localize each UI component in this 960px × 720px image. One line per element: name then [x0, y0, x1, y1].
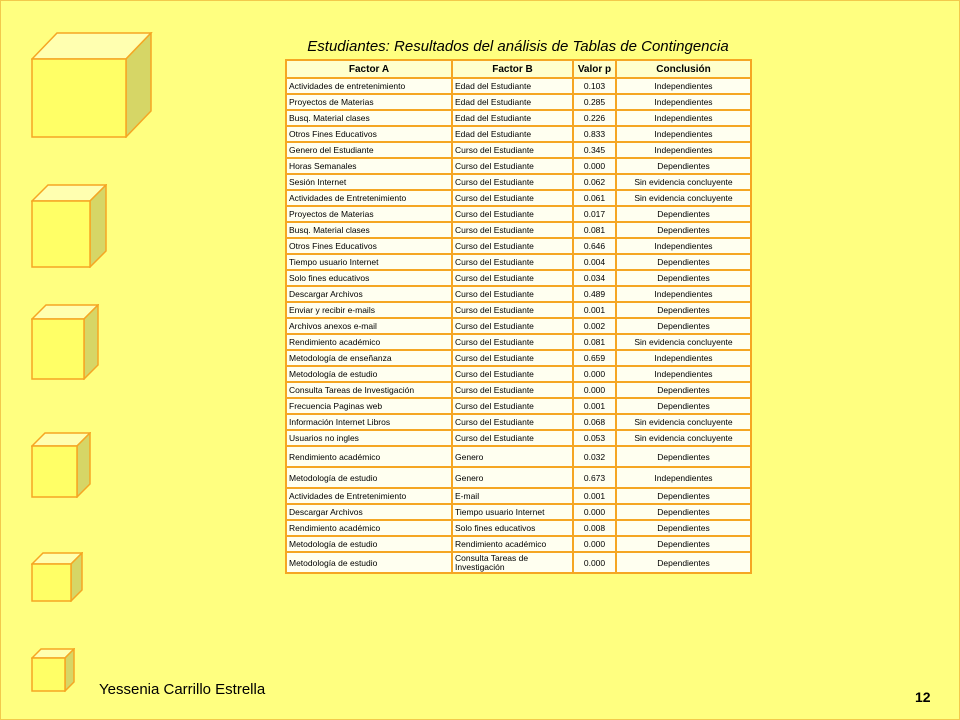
table-row: [286, 142, 751, 158]
conclusion-cell: Independientes: [616, 110, 751, 126]
factor-b-cell: Curso del Estudiante: [452, 318, 573, 334]
factor-b-cell: Curso del Estudiante: [452, 158, 573, 174]
conclusion-cell: Dependientes: [616, 254, 751, 270]
table-row: [286, 206, 751, 222]
factor-a-cell: Rendimiento académico: [286, 334, 452, 350]
table-row: [286, 190, 751, 206]
conclusion-cell: Sin evidencia concluyente: [616, 190, 751, 206]
factor-a-cell: Metodología de estudio: [286, 366, 452, 382]
conclusion-cell: Independientes: [616, 350, 751, 366]
table-row: [286, 366, 751, 382]
table-row: [286, 254, 751, 270]
factor-b-cell: Curso del Estudiante: [452, 430, 573, 446]
factor-a-cell: Sesión Internet: [286, 174, 452, 190]
factor-a-cell: Frecuencia Paginas web: [286, 398, 452, 414]
factor-a-cell: Metodología de estudio: [286, 536, 452, 552]
factor-a-cell: Otros Fines Educativos: [286, 126, 452, 142]
p-value-cell: 0.226: [573, 110, 616, 126]
table-row: [286, 110, 751, 126]
table-row: [286, 238, 751, 254]
p-value-cell: 0.061: [573, 190, 616, 206]
factor-b-cell: Curso del Estudiante: [452, 286, 573, 302]
conclusion-cell: Dependientes: [616, 158, 751, 174]
conclusion-cell: Dependientes: [616, 206, 751, 222]
factor-a-cell: Metodología de estudio: [286, 552, 452, 573]
factor-a-cell: Actividades de entretenimiento: [286, 78, 452, 94]
factor-b-cell: Edad del Estudiante: [452, 94, 573, 110]
conclusion-cell: Independientes: [616, 238, 751, 254]
conclusion-cell: Dependientes: [616, 552, 751, 573]
factor-a-cell: Información Internet Libros: [286, 414, 452, 430]
factor-b-cell: Consulta Tareas de Investigación: [452, 552, 573, 573]
factor-b-cell: Curso del Estudiante: [452, 222, 573, 238]
factor-b-cell: Curso del Estudiante: [452, 206, 573, 222]
factor-a-cell: Busq. Material clases: [286, 222, 452, 238]
page-number: 12: [915, 689, 931, 705]
factor-a-cell: Enviar y recibir e-mails: [286, 302, 452, 318]
conclusion-cell: Sin evidencia concluyente: [616, 334, 751, 350]
table-row: [286, 318, 751, 334]
factor-b-cell: Curso del Estudiante: [452, 350, 573, 366]
p-value-cell: 0.002: [573, 318, 616, 334]
table-row: [286, 94, 751, 110]
factor-a-cell: Otros Fines Educativos: [286, 238, 452, 254]
p-value-cell: 0.004: [573, 254, 616, 270]
factor-b-cell: Edad del Estudiante: [452, 110, 573, 126]
cube-4-icon: [31, 432, 91, 498]
column-header: Factor A: [286, 60, 452, 78]
factor-a-cell: Metodología de estudio: [286, 467, 452, 488]
cube-3-icon: [31, 304, 99, 380]
slide-title: Estudiantes: Resultados del análisis de Tablas de Contingencia: [307, 38, 729, 55]
table-body: [286, 78, 751, 573]
table-row: [286, 552, 751, 573]
table-row: [286, 286, 751, 302]
factor-b-cell: Curso del Estudiante: [452, 334, 573, 350]
author-name: Yessenia Carrillo Estrella: [99, 681, 266, 698]
conclusion-cell: Independientes: [616, 142, 751, 158]
factor-a-cell: Proyectos de Materias: [286, 94, 452, 110]
conclusion-cell: Independientes: [616, 78, 751, 94]
p-value-cell: 0.034: [573, 270, 616, 286]
p-value-cell: 0.081: [573, 334, 616, 350]
table-row: [286, 78, 751, 94]
conclusion-cell: Sin evidencia concluyente: [616, 430, 751, 446]
factor-a-cell: Consulta Tareas de Investigación: [286, 382, 452, 398]
factor-a-cell: Solo fines educativos: [286, 270, 452, 286]
p-value-cell: 0.103: [573, 78, 616, 94]
factor-b-cell: Curso del Estudiante: [452, 238, 573, 254]
table-row: [286, 302, 751, 318]
table-row: [286, 536, 751, 552]
table-row: [286, 222, 751, 238]
factor-b-cell: Curso del Estudiante: [452, 190, 573, 206]
conclusion-cell: Dependientes: [616, 520, 751, 536]
factor-a-cell: Usuarios no ingles: [286, 430, 452, 446]
conclusion-cell: Dependientes: [616, 504, 751, 520]
factor-b-cell: Tiempo usuario Internet: [452, 504, 573, 520]
p-value-cell: 0.673: [573, 467, 616, 488]
factor-a-cell: Proyectos de Materias: [286, 206, 452, 222]
conclusion-cell: Independientes: [616, 94, 751, 110]
factor-a-cell: Archivos anexos e-mail: [286, 318, 452, 334]
column-header: Valor p: [573, 60, 616, 78]
factor-b-cell: Curso del Estudiante: [452, 142, 573, 158]
conclusion-cell: Independientes: [616, 366, 751, 382]
factor-b-cell: E-mail: [452, 488, 573, 504]
factor-a-cell: Genero del Estudiante: [286, 142, 452, 158]
factor-a-cell: Tiempo usuario Internet: [286, 254, 452, 270]
p-value-cell: 0.000: [573, 552, 616, 573]
column-header: Conclusión: [616, 60, 751, 78]
p-value-cell: 0.489: [573, 286, 616, 302]
p-value-cell: 0.000: [573, 366, 616, 382]
factor-a-cell: Actividades de Entretenimiento: [286, 488, 452, 504]
p-value-cell: 0.068: [573, 414, 616, 430]
table-row: [286, 350, 751, 366]
conclusion-cell: Independientes: [616, 126, 751, 142]
p-value-cell: 0.017: [573, 206, 616, 222]
factor-b-cell: Solo fines educativos: [452, 520, 573, 536]
conclusion-cell: Dependientes: [616, 222, 751, 238]
table-row: [286, 446, 751, 467]
table-row: [286, 504, 751, 520]
p-value-cell: 0.659: [573, 350, 616, 366]
p-value-cell: 0.032: [573, 446, 616, 467]
factor-b-cell: Genero: [452, 446, 573, 467]
p-value-cell: 0.285: [573, 94, 616, 110]
table-row: [286, 174, 751, 190]
table-row: [286, 430, 751, 446]
table-row: [286, 126, 751, 142]
table-row: [286, 520, 751, 536]
conclusion-cell: Dependientes: [616, 536, 751, 552]
table-row: [286, 488, 751, 504]
factor-b-cell: Curso del Estudiante: [452, 366, 573, 382]
factor-b-cell: Curso del Estudiante: [452, 382, 573, 398]
p-value-cell: 0.001: [573, 302, 616, 318]
conclusion-cell: Dependientes: [616, 270, 751, 286]
factor-b-cell: Curso del Estudiante: [452, 398, 573, 414]
table-row: [286, 270, 751, 286]
cube-1-icon: [31, 32, 153, 138]
table-row: [286, 414, 751, 430]
factor-a-cell: Descargar Archivos: [286, 504, 452, 520]
p-value-cell: 0.008: [573, 520, 616, 536]
factor-b-cell: Edad del Estudiante: [452, 126, 573, 142]
conclusion-cell: Dependientes: [616, 398, 751, 414]
factor-a-cell: Horas Semanales: [286, 158, 452, 174]
conclusion-cell: Dependientes: [616, 488, 751, 504]
contingency-table: [285, 59, 752, 574]
factor-b-cell: Genero: [452, 467, 573, 488]
p-value-cell: 0.001: [573, 488, 616, 504]
conclusion-cell: Dependientes: [616, 302, 751, 318]
p-value-cell: 0.000: [573, 382, 616, 398]
cube-5-icon: [31, 552, 83, 602]
factor-b-cell: Rendimiento académico: [452, 536, 573, 552]
factor-a-cell: Metodología de enseñanza: [286, 350, 452, 366]
p-value-cell: 0.053: [573, 430, 616, 446]
p-value-cell: 0.646: [573, 238, 616, 254]
p-value-cell: 0.062: [573, 174, 616, 190]
factor-a-cell: Busq. Material clases: [286, 110, 452, 126]
factor-a-cell: Rendimiento académico: [286, 446, 452, 467]
p-value-cell: 0.345: [573, 142, 616, 158]
conclusion-cell: Sin evidencia concluyente: [616, 174, 751, 190]
factor-b-cell: Curso del Estudiante: [452, 302, 573, 318]
factor-a-cell: Rendimiento académico: [286, 520, 452, 536]
cube-6-icon: [31, 648, 75, 692]
table-row: [286, 158, 751, 174]
factor-b-cell: Curso del Estudiante: [452, 414, 573, 430]
conclusion-cell: Dependientes: [616, 318, 751, 334]
table-row: [286, 398, 751, 414]
p-value-cell: 0.833: [573, 126, 616, 142]
factor-a-cell: Descargar Archivos: [286, 286, 452, 302]
factor-b-cell: Curso del Estudiante: [452, 270, 573, 286]
conclusion-cell: Dependientes: [616, 382, 751, 398]
p-value-cell: 0.000: [573, 158, 616, 174]
p-value-cell: 0.000: [573, 504, 616, 520]
conclusion-cell: Sin evidencia concluyente: [616, 414, 751, 430]
table-row: [286, 382, 751, 398]
conclusion-cell: Dependientes: [616, 446, 751, 467]
conclusion-cell: Independientes: [616, 467, 751, 488]
factor-b-cell: Edad del Estudiante: [452, 78, 573, 94]
cube-2-icon: [31, 184, 107, 268]
factor-b-cell: Curso del Estudiante: [452, 254, 573, 270]
factor-b-cell: Curso del Estudiante: [452, 174, 573, 190]
table-header-row: [286, 60, 751, 78]
p-value-cell: 0.001: [573, 398, 616, 414]
p-value-cell: 0.000: [573, 536, 616, 552]
column-header: Factor B: [452, 60, 573, 78]
p-value-cell: 0.081: [573, 222, 616, 238]
table-row: [286, 334, 751, 350]
table-row: [286, 467, 751, 488]
conclusion-cell: Independientes: [616, 286, 751, 302]
factor-a-cell: Actividades de Entretenimiento: [286, 190, 452, 206]
